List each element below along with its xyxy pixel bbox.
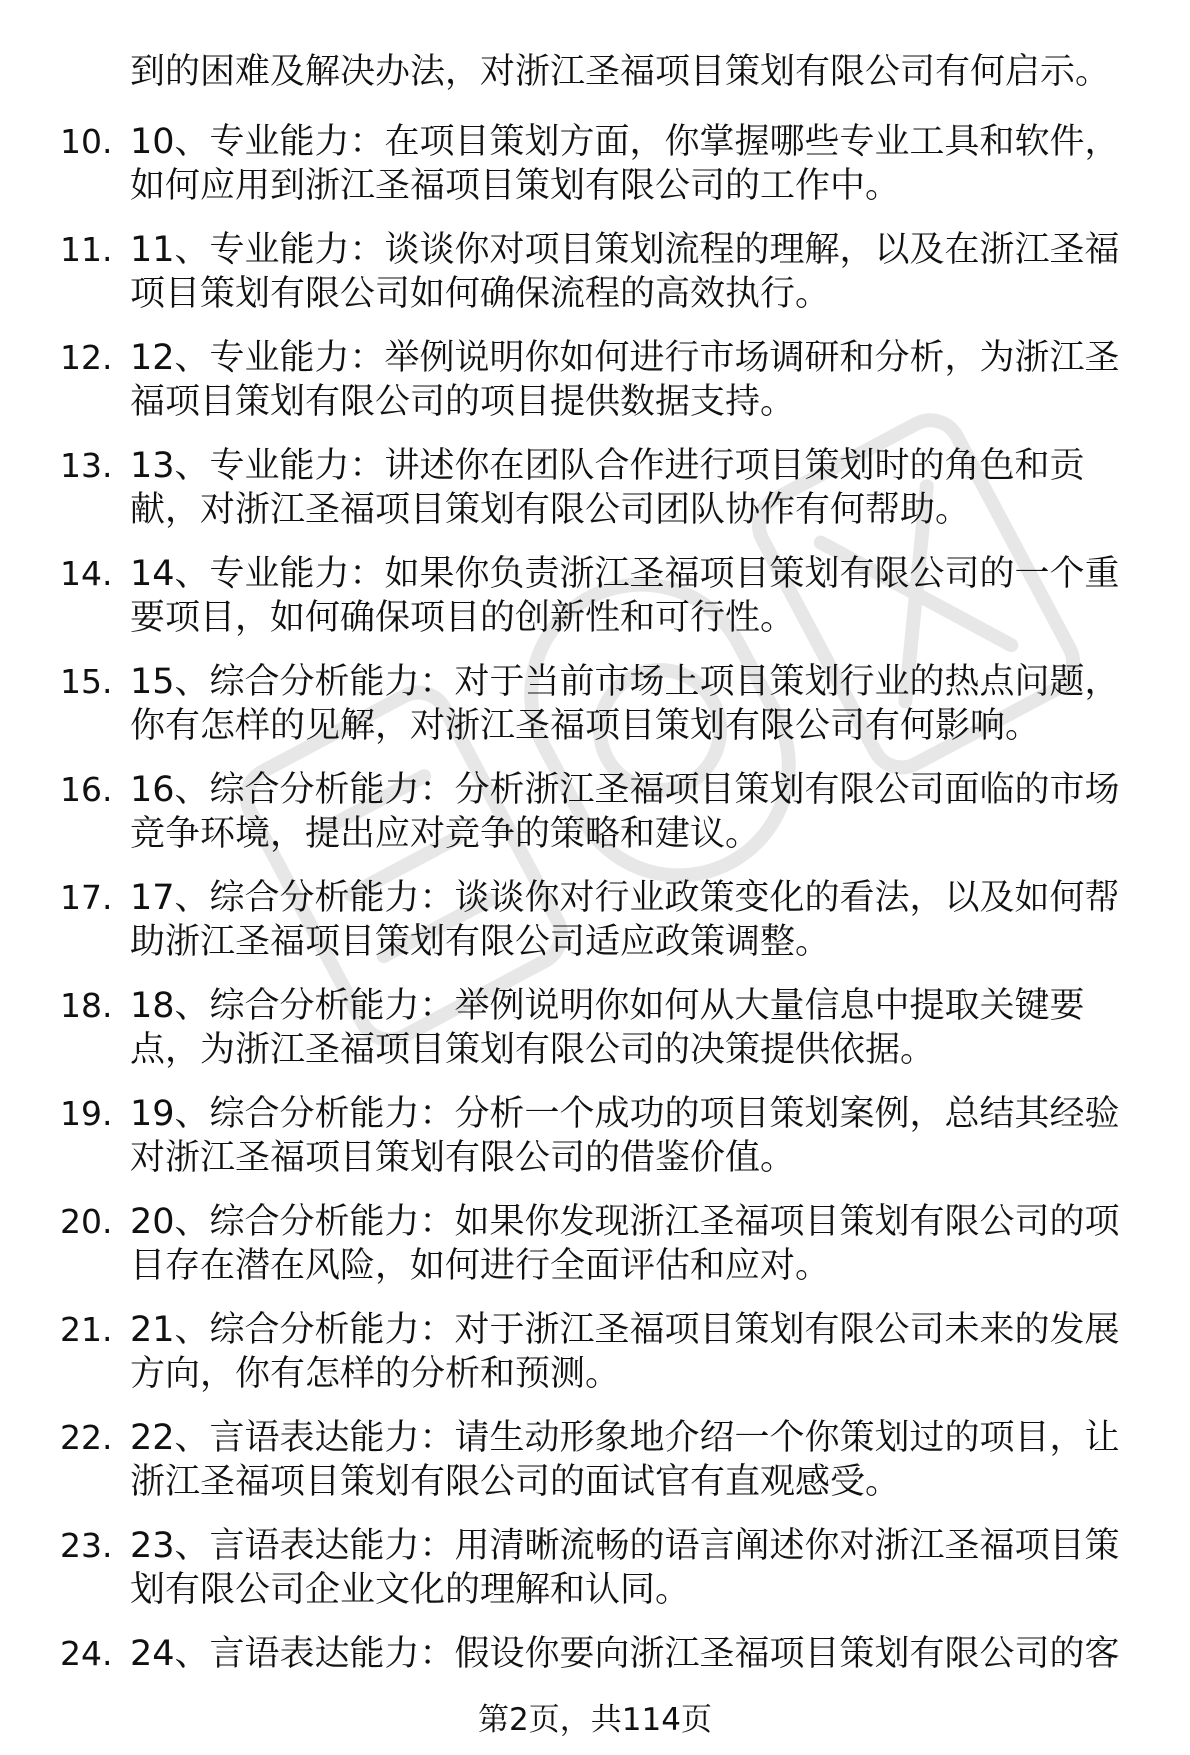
question-list [0, 108, 1190, 1728]
item-text-line: 15、综合分析能力：对于当前市场上项目策划行业的热点问题， [130, 662, 1120, 702]
item-number: 22. [60, 1418, 113, 1457]
item-number: 14. [60, 554, 113, 593]
item-number: 15. [60, 662, 113, 701]
item-number: 24. [60, 1634, 113, 1673]
item-text-line: 方向，你有怎样的分析和预测。 [130, 1354, 621, 1394]
item-number: 23. [60, 1526, 113, 1565]
item-text-line: 18、综合分析能力：举例说明你如何从大量信息中提取关键要 [130, 986, 1085, 1026]
item-text-line: 17、综合分析能力：谈谈你对行业政策变化的看法，以及如何帮 [130, 878, 1120, 918]
item-text-line: 14、专业能力：如果你负责浙江圣福项目策划有限公司的一个重 [130, 554, 1120, 594]
list-item [0, 1296, 1190, 1404]
item-text-line: 10、专业能力：在项目策划方面，你掌握哪些专业工具和软件， [130, 122, 1120, 162]
item-text-line: 浙江圣福项目策划有限公司的面试官有直观感受。 [130, 1462, 901, 1502]
item-text-line: 对浙江圣福项目策划有限公司的借鉴价值。 [130, 1138, 796, 1178]
item-number: 12. [60, 338, 113, 377]
item-text-line: 16、综合分析能力：分析浙江圣福项目策划有限公司面临的市场 [130, 770, 1120, 810]
item-text-line: 13、专业能力：讲述你在团队合作进行项目策划时的角色和贡 [130, 446, 1085, 486]
list-item [0, 648, 1190, 756]
item-text-line: 点，为浙江圣福项目策划有限公司的决策提供依据。 [130, 1030, 936, 1070]
item-number: 10. [60, 122, 113, 161]
item-text-line: 19、综合分析能力：分析一个成功的项目策划案例，总结其经验 [130, 1094, 1120, 1134]
item-number: 13. [60, 446, 113, 485]
list-item [0, 108, 1190, 216]
item-text-line: 助浙江圣福项目策划有限公司适应政策调整。 [130, 922, 831, 962]
item-text-line: 11、专业能力：谈谈你对项目策划流程的理解，以及在浙江圣福 [130, 230, 1120, 270]
item-number: 17. [60, 878, 113, 917]
item-text-line: 你有怎样的见解，对浙江圣福项目策划有限公司有何影响。 [130, 706, 1041, 746]
item-text-line: 项目策划有限公司如何确保流程的高效执行。 [130, 274, 831, 314]
continuation-line: 到的困难及解决办法，对浙江圣福项目策划有限公司有何启示。 [130, 52, 1111, 92]
page-footer: 第2页，共114页 [478, 1702, 712, 1738]
item-number: 16. [60, 770, 113, 809]
item-text-line: 竞争环境，提出应对竞争的策略和建议。 [130, 814, 761, 854]
item-text-line: 24、言语表达能力：假设你要向浙江圣福项目策划有限公司的客 [130, 1634, 1120, 1674]
list-item [0, 972, 1190, 1080]
list-item [0, 432, 1190, 540]
item-text-line: 如何应用到浙江圣福项目策划有限公司的工作中。 [130, 166, 901, 206]
list-item [0, 324, 1190, 432]
list-item [0, 1188, 1190, 1296]
item-number: 19. [60, 1094, 113, 1133]
item-number: 21. [60, 1310, 113, 1349]
item-text-line: 要项目，如何确保项目的创新性和可行性。 [130, 598, 796, 638]
list-item [0, 216, 1190, 324]
item-text-line: 21、综合分析能力：对于浙江圣福项目策划有限公司未来的发展 [130, 1310, 1120, 1350]
item-number: 11. [60, 230, 113, 269]
item-text-line: 22、言语表达能力：请生动形象地介绍一个你策划过的项目，让 [130, 1418, 1120, 1458]
list-item [0, 1404, 1190, 1512]
item-text-line: 献，对浙江圣福项目策划有限公司团队协作有何帮助。 [130, 490, 971, 530]
item-number: 18. [60, 986, 113, 1025]
item-text-line: 福项目策划有限公司的项目提供数据支持。 [130, 382, 796, 422]
list-item [0, 756, 1190, 864]
item-text-line: 20、综合分析能力：如果你发现浙江圣福项目策划有限公司的项 [130, 1202, 1120, 1242]
list-item [0, 540, 1190, 648]
item-text-line: 划有限公司企业文化的理解和认同。 [130, 1570, 691, 1610]
item-text-line: 目存在潜在风险，如何进行全面评估和应对。 [130, 1246, 831, 1286]
item-number: 20. [60, 1202, 113, 1241]
list-item [0, 1512, 1190, 1620]
list-item [0, 864, 1190, 972]
list-item [0, 1080, 1190, 1188]
item-text-line: 12、专业能力：举例说明你如何进行市场调研和分析，为浙江圣 [130, 338, 1120, 378]
item-text-line: 23、言语表达能力：用清晰流畅的语言阐述你对浙江圣福项目策 [130, 1526, 1120, 1566]
